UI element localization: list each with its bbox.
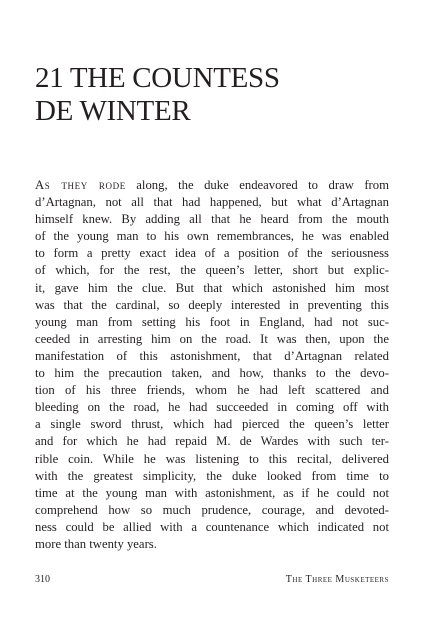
body-line: and for which he had repaid M. de Wardes with such ter- <box>35 434 389 449</box>
chapter-title-line-1: 21 THE COUNTESS <box>35 62 280 94</box>
running-title: The Three Musketeers <box>285 574 389 585</box>
page-number: 310 <box>35 574 50 585</box>
body-line: d’Artagnan, not all that had happened, but what d’Artagnan <box>35 195 389 210</box>
body-line: young man from setting his foot in England, had not suc- <box>35 314 389 329</box>
body-line: manifestation of this astonishment, that d’Artagnan related <box>35 348 389 363</box>
body-line: a single sword thrust, which had pierced the queen’s letter <box>35 417 389 432</box>
body-line: ceeded in arresting him on the road. It was then, upon the <box>35 331 389 346</box>
body-line: to form a pretty exact idea of a position of the seriousness <box>35 246 389 261</box>
opening-smallcaps: As they rode <box>35 178 126 192</box>
body-line-last: more than twenty years. <box>35 536 157 551</box>
body-line-1-rest: along, the duke endeavored to draw from <box>125 178 389 192</box>
body-line: of the young man to his own remembrances, he was enabled <box>35 229 389 244</box>
chapter-body-text <box>35 177 389 553</box>
body-line: himself knew. By adding all that he heard from the mouth <box>35 212 389 227</box>
body-line: ness could be allied with a countenance which indicated not <box>35 519 389 534</box>
chapter-title <box>35 62 395 128</box>
body-line: it, gave him the clue. But that which astonished him most <box>35 280 389 295</box>
page-footer <box>35 574 389 590</box>
body-line: tion of his three friends, whom he had left scattered and <box>35 383 389 398</box>
body-line: to him the precaution taken, and how, thanks to the devo- <box>35 366 389 381</box>
body-line: with the greatest simplicity, the duke looked from time to <box>35 468 389 483</box>
body-line: time at the young man with astonishment, as if he could not <box>35 485 389 500</box>
chapter-title-line-2: DE WINTER <box>35 95 191 127</box>
body-line: was that the cardinal, so deeply interested in preventing this <box>35 297 389 312</box>
body-line: comprehend how so much prudence, courage, and devoted- <box>35 502 389 517</box>
body-line: rible coin. While he was listening to this recital, delivered <box>35 451 389 466</box>
body-line-1 <box>35 177 389 194</box>
body-line: of which, for the rest, the queen’s letter, short but explic- <box>35 263 389 278</box>
body-line: bleeding on the road, he had succeeded in coming off with <box>35 400 389 415</box>
